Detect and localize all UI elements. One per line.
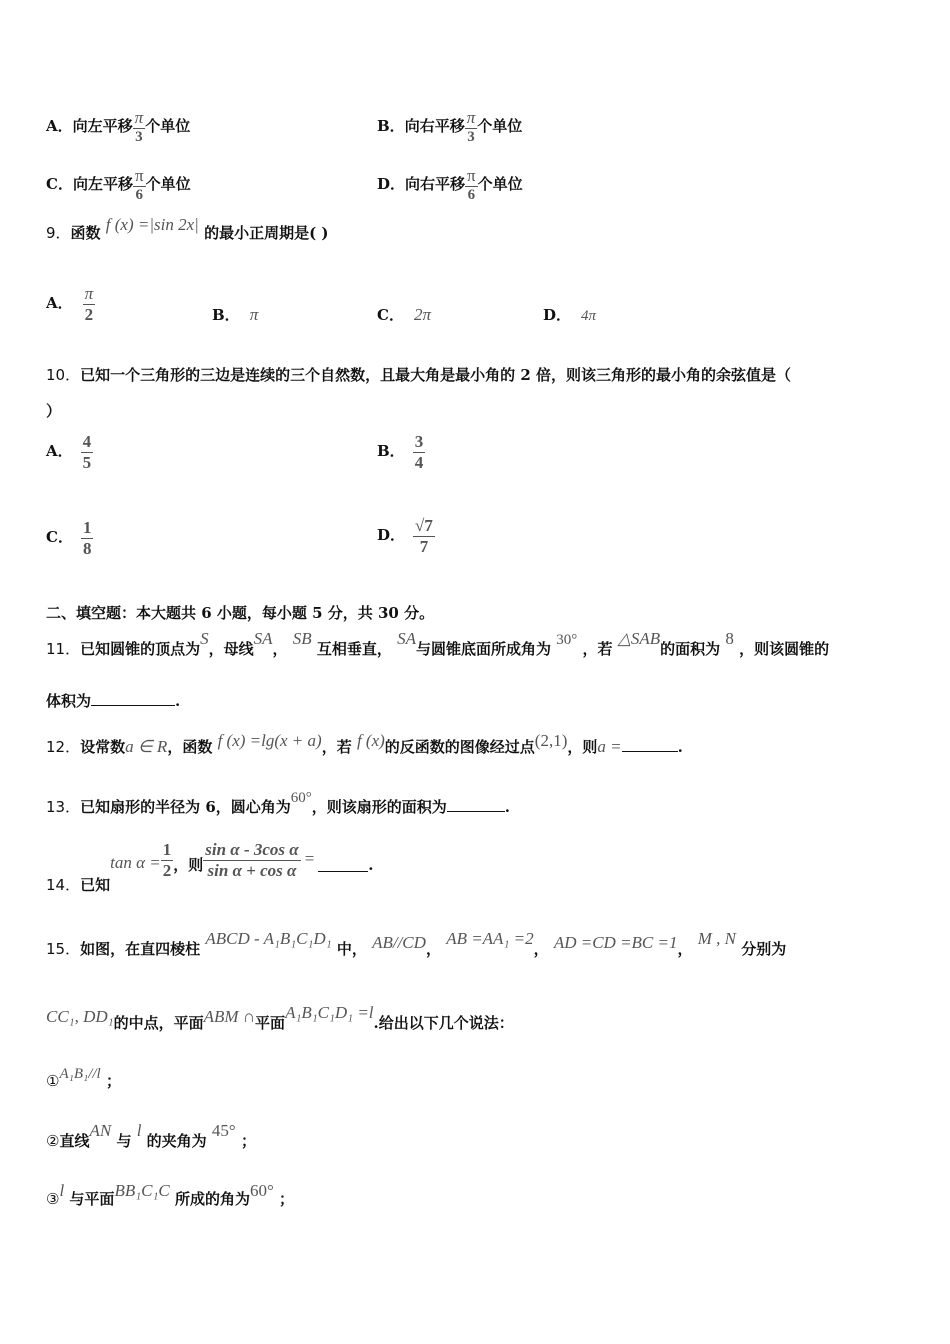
math-expression: f (x) <box>356 731 385 750</box>
math-symbol: S <box>200 629 209 648</box>
frac-numerator: π <box>134 108 144 127</box>
question-text: 与圆锥底面所成角为 <box>416 640 552 658</box>
option-text: 个单位 <box>477 174 523 193</box>
question-text: 直线 <box>59 1132 90 1150</box>
question-text: 平面 <box>255 1014 286 1032</box>
question-text: 已知 <box>80 876 111 895</box>
option-letter: C． <box>46 174 73 193</box>
fraction <box>465 108 478 146</box>
q11-line1 <box>46 629 830 659</box>
frac-denominator: 7 <box>419 536 429 556</box>
math-expression: ABCD - A₁B₁C₁D₁ <box>205 929 332 948</box>
option-text: 个单位 <box>477 116 523 135</box>
question-number: 9． <box>46 224 71 242</box>
q10-stem-line2: ） <box>46 402 62 420</box>
math-expression: a = <box>597 737 622 756</box>
answer-blank[interactable] <box>318 870 368 872</box>
frac-denominator: 3 <box>135 128 143 145</box>
question-text: 中， <box>336 940 367 958</box>
frac-numerator: π <box>84 284 94 303</box>
question-number: 15． <box>46 940 81 958</box>
question-text: . <box>175 692 181 710</box>
q9-option-d <box>543 304 596 325</box>
question-text: 与 <box>116 1132 132 1150</box>
question-text: 的面积为 <box>660 640 721 658</box>
math-expression: AB =AA₁ =2 <box>446 929 534 948</box>
math-expression: AB//CD <box>372 933 426 952</box>
option-letter: A． <box>46 116 73 135</box>
q10-option-d <box>377 516 435 556</box>
option-text: 向左平移 <box>72 174 133 193</box>
frac-numerator: 1 <box>82 518 92 537</box>
question-text: 体积为 <box>46 692 92 710</box>
q15-statement-2 <box>46 1121 256 1151</box>
statement-marker: ③ <box>46 1190 60 1208</box>
question-text: ， <box>272 640 288 658</box>
q8-option-c <box>46 166 191 204</box>
fraction <box>81 432 94 472</box>
frac-numerator: 4 <box>82 432 92 451</box>
frac-denominator: 6 <box>135 186 144 203</box>
math-symbol: SA <box>397 629 417 648</box>
option-letter: D． <box>377 526 406 545</box>
q9-option-b <box>212 304 258 325</box>
question-text: .给出以下几个说法： <box>373 1014 514 1032</box>
math-symbol: 60° <box>249 1181 274 1200</box>
question-text: ， <box>425 940 441 958</box>
question-text: ，则 <box>567 738 598 756</box>
q11-line2 <box>46 690 180 711</box>
q10-stem-line1 <box>46 364 791 385</box>
question-number: 12． <box>46 738 81 756</box>
question-text: . <box>677 738 683 756</box>
option-value: 4π <box>581 308 597 324</box>
option-letter: D． <box>377 174 406 193</box>
q10-option-c <box>46 518 93 558</box>
math-expression: A₁B₁C₁D₁ =l <box>285 1003 374 1022</box>
frac-numerator: π <box>466 108 476 127</box>
frac-denominator: 3 <box>467 128 475 145</box>
q8-option-d <box>377 166 523 204</box>
frac-denominator: 6 <box>467 186 476 203</box>
option-letter: C． <box>46 528 73 547</box>
question-text: ，母线 <box>208 640 254 658</box>
q14-line <box>46 840 374 895</box>
q15-line2 <box>46 1003 514 1033</box>
q15-statement-3 <box>46 1181 295 1209</box>
frac-denominator: 5 <box>82 452 92 472</box>
question-text: 已知一个三角形的三边是连续的三个自然数，且最大角是最小角的 2 倍，则该三角形的最小角的余弦值是（ <box>80 366 791 384</box>
math-symbol: BB₁C₁C <box>114 1181 170 1200</box>
math-expression: f (x) =lg(x + a) <box>217 731 322 750</box>
frac-numerator: π <box>134 166 144 185</box>
question-text: 所成的角为 <box>174 1190 250 1208</box>
option-text: 向右平移 <box>405 174 466 193</box>
question-text: 的中点，平面 <box>113 1014 204 1032</box>
math-symbol: l <box>59 1181 65 1200</box>
q10-option-b <box>377 432 425 472</box>
frac-denominator: 2 <box>84 304 94 324</box>
option-letter: B． <box>212 306 240 324</box>
fraction <box>203 840 300 880</box>
option-value: 2π <box>413 305 431 324</box>
option-value: π <box>249 305 259 324</box>
math-symbol: △SAB <box>617 629 661 648</box>
question-text: 如图，在直四棱柱 <box>80 940 201 958</box>
question-text: 的反函数的图像经过点 <box>384 738 535 756</box>
math-symbol: SA <box>253 629 273 648</box>
math-symbol: 45° <box>211 1121 236 1140</box>
q12-line <box>46 731 683 757</box>
section-heading: 二、填空题：本大题共 6 小题，每小题 5 分，共 30 分。 <box>46 604 435 622</box>
q13-line <box>46 790 511 817</box>
math-symbol: = <box>304 849 315 869</box>
fraction <box>465 166 478 204</box>
question-text: . <box>368 856 374 875</box>
frac-denominator: sin α + cos α <box>207 860 297 880</box>
q9-stem <box>46 215 329 243</box>
math-expression: M , N <box>697 929 736 948</box>
answer-blank[interactable] <box>447 810 505 812</box>
math-expression: tan α = <box>110 853 161 873</box>
q9-option-a <box>46 284 95 324</box>
question-text: ，则该圆锥的 <box>739 640 830 658</box>
frac-numerator: sin α - 3cos α <box>205 840 299 859</box>
question-text: ； <box>105 1072 121 1090</box>
q10-option-a <box>46 432 93 472</box>
question-number: 14． <box>46 876 81 895</box>
question-text: 已知圆锥的顶点为 <box>80 640 201 658</box>
math-expression: ABM ∩ <box>203 1007 256 1026</box>
statement-marker: ① <box>46 1072 60 1090</box>
answer-blank[interactable] <box>91 704 175 706</box>
option-text: 向右平移 <box>404 116 465 135</box>
math-expression: A₁B₁//l <box>59 1066 101 1082</box>
q15-line1 <box>46 929 787 959</box>
question-text: ，若 <box>582 640 613 658</box>
frac-denominator: 2 <box>162 860 172 880</box>
question-text: ， <box>533 940 549 958</box>
fraction <box>133 166 146 204</box>
question-text: ，函数 <box>167 738 213 756</box>
option-text: 个单位 <box>145 116 191 135</box>
frac-numerator: √7 <box>415 516 433 535</box>
option-letter: D． <box>543 306 572 324</box>
math-symbol: l <box>136 1121 142 1140</box>
math-symbol: AN <box>89 1121 112 1140</box>
question-text: 已知扇形的半径为 6，圆心角为 <box>80 798 291 816</box>
frac-denominator: 4 <box>414 452 424 472</box>
option-letter: C． <box>377 306 404 324</box>
math-symbol: 8 <box>725 629 734 648</box>
frac-numerator: π <box>467 166 476 185</box>
option-letter: B． <box>377 442 405 461</box>
math-expression: f (x) =|sin 2x| <box>105 215 199 234</box>
math-expression: AD =CD =BC =1 <box>553 933 678 952</box>
question-text: ，则 <box>173 856 204 875</box>
fraction <box>413 516 435 556</box>
question-text: ； <box>279 1190 295 1208</box>
question-text: 设常数 <box>80 738 126 756</box>
option-letter: A． <box>46 294 73 313</box>
question-text: 与平面 <box>69 1190 115 1208</box>
question-text: ，若 <box>321 738 352 756</box>
q8-option-a <box>46 108 190 146</box>
question-text: 的夹角为 <box>146 1132 207 1150</box>
statement-marker: ② <box>46 1132 60 1150</box>
question-text: 互相垂直， <box>316 640 392 658</box>
frac-denominator: 8 <box>82 538 92 558</box>
math-expression: CC₁, DD₁ <box>46 1007 114 1026</box>
question-number: 10． <box>46 366 81 384</box>
fraction <box>81 518 94 558</box>
math-expression: a ∈ R <box>125 737 168 756</box>
question-text: 函数 <box>70 224 101 242</box>
frac-numerator: 1 <box>162 840 172 859</box>
math-symbol: SB <box>292 629 312 648</box>
fraction <box>83 284 96 324</box>
option-text: 个单位 <box>145 174 191 193</box>
question-number: 13． <box>46 798 81 816</box>
question-text: 分别为 <box>741 940 787 958</box>
fraction <box>413 432 426 472</box>
option-letter: B． <box>377 116 405 135</box>
question-text: . <box>504 798 511 816</box>
question-text: ，则该扇形的面积为 <box>311 798 447 816</box>
question-number: 11． <box>46 640 81 658</box>
answer-blank[interactable] <box>622 750 678 752</box>
question-text: ， <box>677 940 693 958</box>
question-text: ； <box>240 1132 256 1150</box>
fraction <box>133 108 146 146</box>
option-letter: A． <box>46 442 73 461</box>
option-text: 向左平移 <box>72 116 133 135</box>
math-expression: (2,1) <box>534 731 568 750</box>
question-text: 的最小正周期是( ) <box>204 224 329 242</box>
fraction <box>161 840 174 880</box>
math-symbol: 60° <box>290 790 312 806</box>
q8-option-b <box>377 108 522 146</box>
q15-statement-1 <box>46 1066 121 1091</box>
frac-numerator: 3 <box>414 432 424 451</box>
q9-option-c <box>377 304 431 325</box>
math-symbol: 30° <box>556 632 578 648</box>
